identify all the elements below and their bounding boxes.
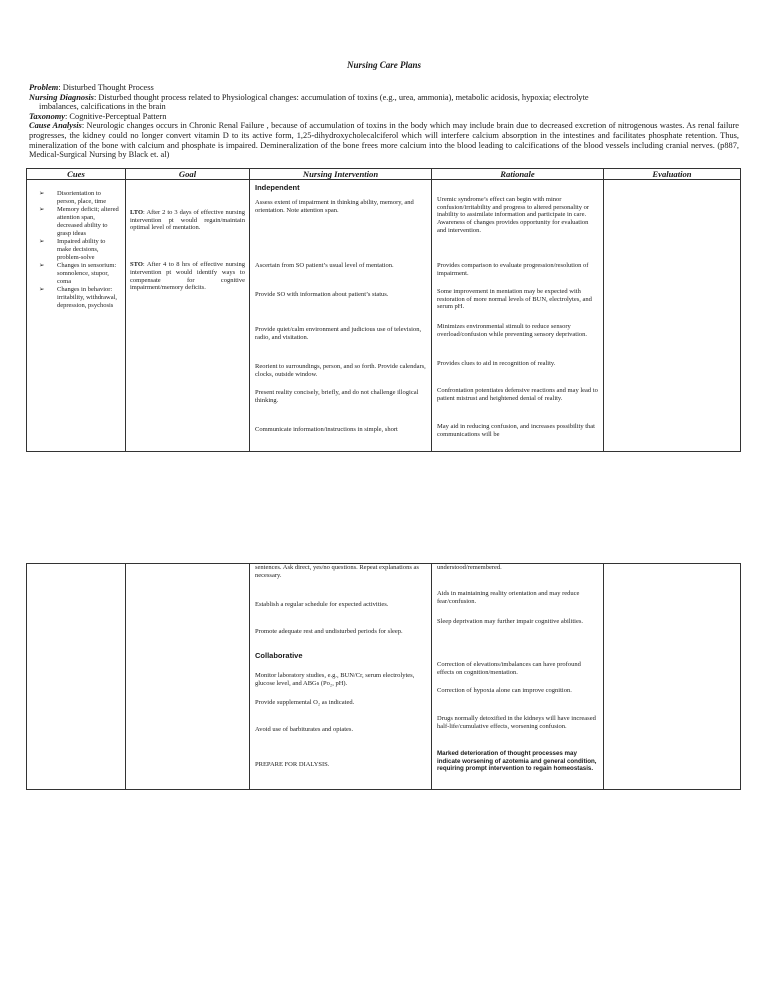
rationale-item: Uremic syndrome’s effect can begin with minor confusion/irritability and progress to altered personality or inability to assimilate information and participate in care. Awareness of changes provides opportunity for evaluation and intervention. [437,196,589,234]
intervention-item: Provide SO with information about patient’s status. [255,291,389,298]
cause-analysis [29,121,739,159]
bullet-arrow-icon: ➢ [39,189,45,197]
intervention-item: Provide supplemental O₂ as indicated. [255,699,355,706]
header-cues: Cues [27,169,126,180]
cause-label: Cause Analysis [29,121,82,131]
lto-text: : After 2 to 3 days of effective nursing intervention pt would regain/maintain optimal level of mentation. [130,209,245,232]
problem-text: : Disturbed Thought Process [58,83,154,92]
rationale-item: Some improvement in mentation may be expected with restoration of more normal levels of BUN, electrolytes, and serum pH. [437,288,592,311]
care-plan-header [29,83,739,160]
taxonomy-line [29,112,739,122]
sto-goal [126,258,249,292]
intervention-item: Monitor laboratory studies, e.g., BUN/Cr, serum electrolytes, glucose level, and ABGs (Po₂, pH). [255,672,415,687]
rationale-item: May aid in reducing confusion, and increases possibility that communications will be [437,423,595,438]
rationale-item: Drugs normally detoxified in the kidneys will have increased half-life/cumulative effects, worsening confusion. [437,715,596,730]
intervention-cell [250,564,432,790]
list-item: ➢ Disorientation to person, place, time [39,189,107,205]
intervention-item: Communicate information/instructions in simple, short [255,426,398,433]
bullet-arrow-icon: ➢ [39,285,45,294]
lto-label: LTO [130,209,144,216]
independent-heading: Independent [255,183,300,192]
care-plan-table-page-2 [26,563,741,790]
rationale-item: understood/remembered. [437,564,502,571]
intervention-item: PREPARE FOR DIALYSIS. [255,761,330,768]
intervention-item: Reorient to surroundings, person, and so forth. Provide calendars, clocks, outside window. [255,363,426,378]
taxonomy-text: : Cognitive-Perceptual Pattern [65,111,167,121]
intervention-item: Avoid use of barbiturates and opiates. [255,726,354,733]
diagnosis-line [29,93,739,103]
sto-text: : After 4 to 8 hrs of effective nursing intervention pt would identify ways to compensate for cognitive impairment/memory deficits. [130,261,245,292]
table-body-row [27,180,741,452]
diagnosis-text: : Disturbed thought process related to Physiological changes: accumulation of toxins (e.g., urea, ammonia), metabolic acidosis, hypoxia; electrolyte [93,92,589,102]
header-goal: Goal [126,169,250,180]
goal-cell [126,180,250,452]
diagnosis-label: Nursing Diagnosis [29,92,94,102]
cause-text: : Neurologic changes occurs in Chronic Renal Failure , because of accumulation of toxins in the body which may include brain due to decreased excretion of nitrogenous wastes. As renal failure progresses, the kidney could no longer convert vitamin D to its active form, 1,25-dihydroxycholecalciferol which will interfere calcium absorption in the intestines and facilitates phosphate retention. Thus, mineralization of the bone with calcium and phosphate is impaired. Demineralization of the bone frees more calcium into the blood leading to calcifications of the blood vessels including cranial nerves. (p887, Medical-Surgical Nursing by Black et. al) [29,121,739,160]
rationale-cell [432,564,604,790]
rationale-item: Aids in maintaining reality orientation and may reduce fear/confusion. [437,590,580,605]
rationale-item: Correction of hypoxia alone can improve cognition. [437,687,572,694]
cues-cell [27,564,126,790]
problem-line [29,83,739,93]
list-item: ➢ Changes in sensorium: somnolence, stupor, coma [39,261,117,285]
cues-list [27,180,125,310]
list-item: ➢ Impaired ability to make decisions, problem-solve [39,237,106,261]
intervention-item: Ascertain from SO patient’s usual level of mentation. [255,262,394,269]
bullet-arrow-icon: ➢ [39,205,45,214]
intervention-item: Present reality concisely, briefly, and do not challenge illogical thinking. [255,389,419,404]
bullet-arrow-icon: ➢ [39,261,45,270]
rationale-item: Correction of elevations/imbalances can have profound effects on cognition/mentation. [437,661,581,676]
list-item: ➢ Changes in behavior: irritability, withdrawal, depression, psychosis [39,285,118,309]
rationale-item: Marked deterioration of thought processes may indicate worsening of azotemia and general condition, requiring prompt intervention to regain homeostasis. [437,750,597,773]
intervention-item: sentences. Ask direct, yes/no questions. Repeat explanations as necessary. [255,564,419,579]
cues-cell [27,180,126,452]
intervention-cell [250,180,432,452]
header-rationale: Rationale [432,169,604,180]
problem-label: Problem [29,83,59,92]
evaluation-cell [604,180,741,452]
collaborative-heading: Collaborative [255,651,303,660]
evaluation-cell [604,564,741,790]
rationale-item: Sleep deprivation may further impair cognitive abilities. [437,618,584,625]
table-header-row [27,169,741,180]
intervention-item: Provide quiet/calm environment and judicious use of television, radio, and visitation. [255,326,422,341]
table-body-row [27,564,741,790]
goal-cell [126,564,250,790]
diagnosis-continuation: imbalances, calcifications in the brain [39,102,166,112]
bullet-arrow-icon: ➢ [39,237,45,246]
intervention-item: Establish a regular schedule for expected activities. [255,601,389,608]
rationale-item: Confrontation potentiates defensive reactions and may lead to patient mistrust and heightened denial of reality. [437,387,598,402]
rationale-item: Provides comparison to evaluate progression/resolution of impairment. [437,262,589,277]
intervention-item: Assess extent of impairment in thinking ability, memory, and orientation. Note attention span. [255,199,414,214]
intervention-item: Promote adequate rest and undisturbed periods for sleep. [255,628,403,635]
care-plan-table-page-1 [26,168,741,452]
rationale-cell [432,180,604,452]
sto-label: STO [130,261,143,269]
document-title: Nursing Care Plans [346,60,422,70]
header-intervention: Nursing Intervention [250,169,432,180]
rationale-item: Minimizes environmental stimuli to reduce sensory overload/confusion while preventing sensory deprivation. [437,323,588,338]
lto-goal [126,206,249,232]
taxonomy-label: Taxonomy [29,111,65,121]
header-evaluation: Evaluation [604,169,741,180]
rationale-item: Provides clues to aid in recognition of reality. [437,360,556,367]
list-item: ➢ Memory deficit; altered attention span, decreased ability to grasp ideas [39,205,119,237]
